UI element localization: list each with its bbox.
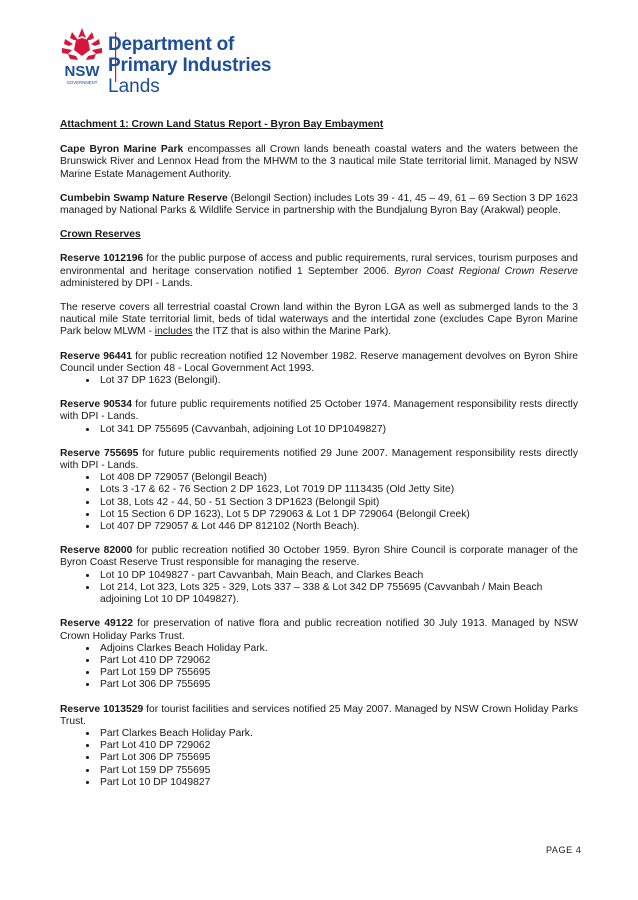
lot-item: • Adjoins Clarkes Beach Holiday Park. xyxy=(98,643,578,655)
lot-item: • Lots 3 -17 & 62 - 76 Section 2 DP 1623, Lot 7019 DP 1113435 (Old Jetty Site) xyxy=(98,484,578,496)
reserve-text: for tourist facilities and services notified 25 May 2007. Managed by NSW Crown Holiday Parks Trust. xyxy=(60,703,578,727)
lot-item: • Part Lot 410 DP 729062 xyxy=(98,655,578,667)
reserve-id: Reserve 755695 xyxy=(60,447,139,459)
lot-item: • Lot 408 DP 729057 (Belongil Beach) xyxy=(98,472,578,484)
reserve-text: for future public requirements notified 29 June 2007. Management responsibility rests directly with DPI - Lands. xyxy=(60,447,578,472)
reserve-text: for public recreation notified 30 October 1959. Byron Shire Council is corporate manager of the Byron Coast Reserve Trust responsible for managing the reserve. xyxy=(60,545,578,569)
reserve-coverage-paragraph xyxy=(60,302,578,339)
logo-text: NSW xyxy=(64,63,100,80)
nature-reserve-text: (Belongil Section) includes Lots 39 - 41, 45 – 49, 61 – 69 Section 3 DP 1623 managed by National Parks & Wildlife Service in partnership with the Bundjalung Byron Bay (Arakwal) people. xyxy=(60,192,578,217)
lot-item: • Part Lot 159 DP 755695 xyxy=(98,667,578,679)
lot-item: • Part Lot 306 DP 755695 xyxy=(98,752,578,764)
reserve-text: for preservation of native flora and public recreation notified 30 July 1913. Managed by NSW Crown Holiday Parks Trust. xyxy=(60,618,578,642)
reserve-1012196-paragraph xyxy=(60,253,578,290)
org-line-3: Lands xyxy=(108,76,160,97)
coverage-text-a: The reserve covers all terrestrial coastal Crown land within the Byron LGA as well as submerged lands to the 3 nautical mile State territorial limit, beds of tidal waterways and the intertidal zone (excludes Cape Byron Marine Park below MLWM - xyxy=(60,302,578,338)
reserve-list xyxy=(60,351,578,789)
lot-list xyxy=(60,643,578,692)
reserve-italic-name: Byron Coast Regional Crown Reserve xyxy=(394,265,578,277)
lot-item: • Part Lot 410 DP 729062 xyxy=(98,740,578,752)
document-title: Attachment 1: Crown Land Status Report - Byron Bay Embayment xyxy=(60,119,384,130)
org-line-2: Primary Industries xyxy=(108,55,272,76)
lot-list xyxy=(60,570,578,607)
org-line-1: Department of xyxy=(108,34,235,55)
reserve-paragraph xyxy=(60,704,578,728)
organisation-name xyxy=(108,34,271,97)
page-number: PAGE 4 xyxy=(546,845,582,855)
lot-item: • Lot 15 Section 6 DP 1623), Lot 5 DP 729063 & Lot 1 DP 729064 (Belongil Creek) xyxy=(98,509,578,521)
waratah-icon xyxy=(58,26,106,88)
lot-item: • Lot 341 DP 755695 (Cavvanbah, adjoining Lot 10 DP1049827) xyxy=(98,424,578,436)
reserve-id: Reserve 96441 xyxy=(60,350,132,362)
lot-item: • Lot 10 DP 1049827 - part Cavvanbah, Main Beach, and Clarkes Beach xyxy=(98,570,578,582)
lot-item: • Part Clarkes Beach Holiday Park. xyxy=(98,728,578,740)
reserve-text-end: administered by DPI - Lands. xyxy=(60,277,193,289)
lot-item: • Lot 214, Lot 323, Lots 325 - 329, Lots 337 – 338 & Lot 342 DP 755695 (Cavvanbah / Main Beach adjoining Lot 10 DP 1049827). xyxy=(98,582,578,606)
lot-item: • Lot 407 DP 729057 & Lot 446 DP 812102 (North Beach). xyxy=(98,521,578,533)
nature-reserve-paragraph xyxy=(60,193,578,217)
lot-item: • Lot 38, Lots 42 - 44, 50 - 51 Section 3 DP1623 (Belongil Spit) xyxy=(98,497,578,509)
lot-item: • Part Lot 159 DP 755695 xyxy=(98,765,578,777)
reserve-paragraph xyxy=(60,448,578,472)
reserve-id: Reserve 82000 xyxy=(60,545,133,557)
reserve-paragraph xyxy=(60,351,578,375)
coverage-underlined: includes xyxy=(154,326,193,338)
lot-list xyxy=(60,728,578,789)
marine-park-name: Cape Byron Marine Park xyxy=(60,144,184,156)
logo-subtext: GOVERNMENT xyxy=(66,80,98,85)
reserve-paragraph xyxy=(60,399,578,423)
lot-list xyxy=(60,375,578,387)
reserve-text: for the public purpose of access and public requirements, rural services, tourism purposes and environmental and heritage conservation notified 1 September 2006. xyxy=(60,253,579,277)
marine-park-text: encompasses all Crown lands beneath coastal waters and the waters between the Brunswick River and Lennox Head from the MHWM to the 3 nautical mile State territorial limit. Managed by NSW Marine Estate Management Authority. xyxy=(60,144,578,180)
reserve-text: for public recreation notified 12 November 1982. Reserve management devolves on Byron Shire Council under Section 48 - Local Government Act 1993. xyxy=(60,350,578,374)
reserve-id: Reserve 90534 xyxy=(60,399,132,411)
reserve-id: Reserve 1012196 xyxy=(60,253,144,265)
crown-reserves-heading: Crown Reserves xyxy=(60,229,141,241)
lot-list xyxy=(60,472,578,533)
reserve-text: for future public requirements notified 25 October 1974. Management responsibility rests directly with DPI - Lands. xyxy=(60,399,578,423)
document-body xyxy=(60,119,578,801)
reserve-paragraph xyxy=(60,545,578,569)
coverage-text-b: the ITZ that is also within the Marine Park). xyxy=(192,326,392,338)
marine-park-paragraph xyxy=(60,144,578,181)
lot-item: • Part Lot 306 DP 755695 xyxy=(98,679,578,691)
lot-item: • Part Lot 10 DP 1049827 xyxy=(98,777,578,789)
reserve-paragraph xyxy=(60,618,578,642)
lot-item: • Lot 37 DP 1623 (Belongil). xyxy=(98,375,578,387)
lot-list xyxy=(60,424,578,436)
nature-reserve-name: Cumbebin Swamp Nature Reserve xyxy=(60,192,228,204)
reserve-id: Reserve 1013529 xyxy=(60,703,144,715)
reserve-id: Reserve 49122 xyxy=(60,618,133,630)
